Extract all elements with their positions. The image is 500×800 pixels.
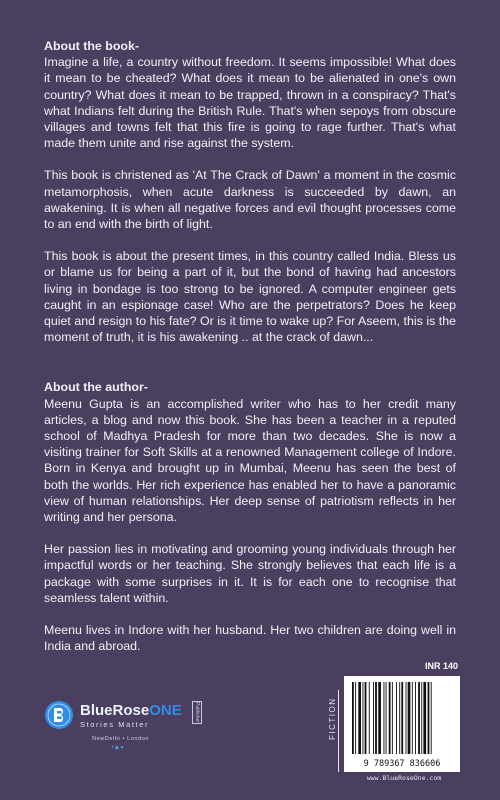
about-author-paragraph-3: Meenu lives in Indore with her husband. Her two children are doing well in India and abroad. — [44, 623, 456, 654]
about-book-paragraph-2: This book is christened as 'At The Crack of Dawn' a moment in the cosmic metamorphosis, when acute darkness is succeeded by dawn, an awakening. It is when all negative forces and evil thought processes come to an end with the birth of light. — [44, 168, 456, 232]
barcode-bars — [352, 682, 452, 754]
social-icons: f ◉ ♥ — [112, 745, 124, 751]
b-letter-logo-icon — [44, 700, 74, 730]
about-author-paragraph-2: Her passion lies in motivating and grooming young individuals through her impactful words or her teaching. She strongly believes that each life is a package with some surprises in it. It is for each one to recognise that seamless talent within. — [44, 542, 456, 605]
price-label: INR 140 — [425, 661, 459, 671]
about-book-paragraph-3: This book is about the present times, in this country called India. Bless us or blame us for being a part of it, but the bond of having had ancestors living in bondage is too strong to be ignored. A computer engineer gets caught in an espionage case! Who are the perpetrators? Does he keep quiet and resign to his fate? Or is it time to wake up? For Aseem, this is the moment of truth, it is his awakening .. at the crack of dawn... — [44, 249, 456, 345]
publisher-website: www.BlueRoseOne.com — [366, 774, 442, 782]
about-author-heading: About the author- — [44, 380, 148, 395]
genre-divider — [338, 690, 339, 772]
publisher-brand-accent: ONE — [149, 702, 182, 719]
publisher-label: Publisher — [194, 702, 200, 723]
publisher-cities: NewDelhi • London — [92, 736, 150, 742]
about-book-paragraph-1: Imagine a life, a country without freedom. It seems impossible! What does it mean to be cheated? What does it mean to be alienated in one's own country? What does it mean to be trapped, thrown in a conspiracy? That's what Indians felt during the British Rule. That's when sepoys from obscure villages and towns felt that this fire is going to rage further. That's what made them unite and rise against the system. — [44, 55, 456, 151]
publisher-logo — [44, 700, 244, 780]
publisher-brand-main: BlueRose — [80, 702, 150, 719]
publisher-brand — [80, 702, 182, 719]
about-author-paragraph-1: Meenu Gupta is an accomplished writer who has to her credit many articles, a blog and now this book. She has been a teacher in a reputed school of Madhya Pradesh for more than two decades. She is now a visiting trainer for Soft Skills at a renowned Management college of Indore. Born in Kenya and brought up in Mumbai, Meenu has seen the best of both the worlds. Her rich experience has enabled her to have a panoramic view of human relationships. Her deep sense of patriotism reflects in her writing and her persona. — [44, 396, 456, 525]
isbn-barcode — [344, 676, 460, 772]
back-cover-text — [44, 38, 459, 671]
isbn-number: 9 789367 836606 — [363, 759, 441, 769]
genre-label: FICTION — [328, 697, 337, 740]
publisher-tagline: Stories Matter — [80, 720, 150, 729]
about-book-heading: About the book- — [44, 39, 139, 53]
